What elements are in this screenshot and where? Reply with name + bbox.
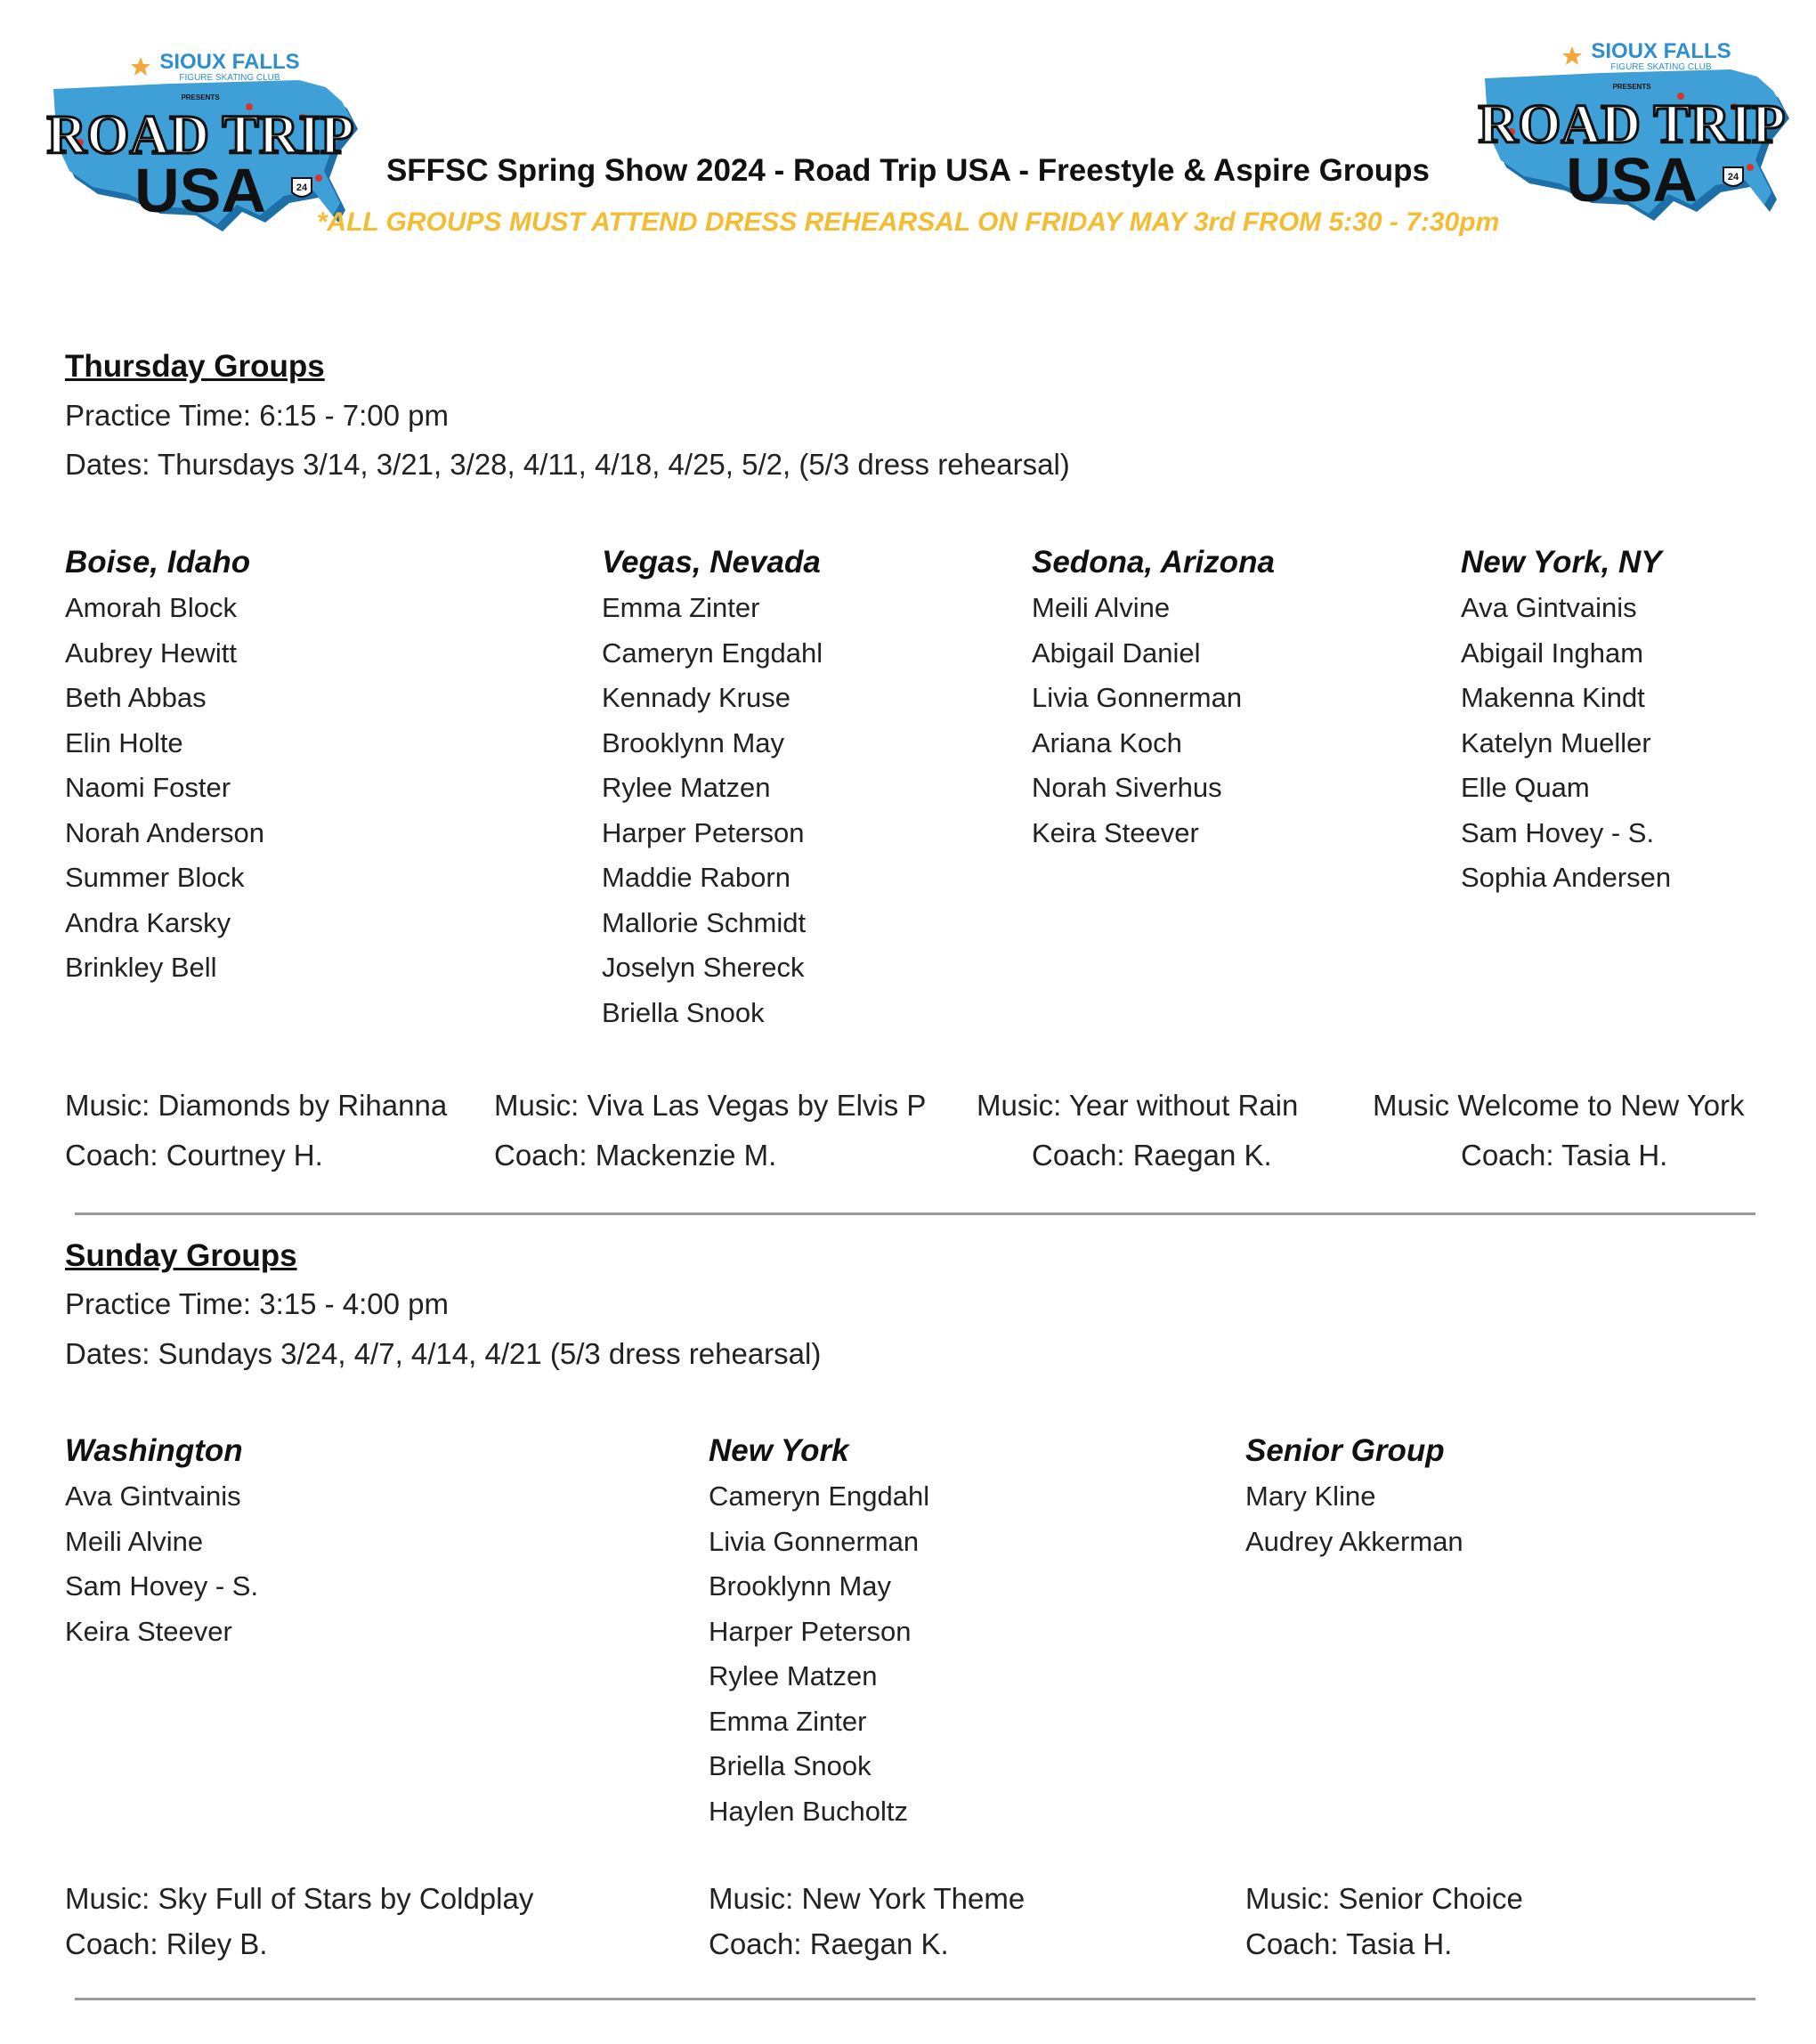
sunday-practice-time: Practice Time: 3:15 - 4:00 pm [65,1287,450,1320]
member-list-new-york-ny [1461,586,1671,901]
group-heading-sedona: Sedona, Arizona [1032,545,1275,580]
list-item: Amorah Block [65,592,237,623]
list-item: Haylen Bucholtz [709,1795,909,1827]
list-item: Ava Gintvainis [1461,592,1637,623]
list-item: Audrey Akkerman [1245,1525,1463,1557]
list-item: Briella Snook [602,996,765,1028]
list-item: Mary Kline [1245,1480,1376,1512]
list-item: Harper Peterson [709,1615,912,1647]
list-item: Meili Alvine [1032,592,1171,623]
list-item: Abigail Daniel [1032,637,1201,669]
document-title: SFFSC Spring Show 2024 - Road Trip USA - Freestyle & Aspire Groups [385,153,1431,188]
music-boise: Music: Diamonds by Rihanna [65,1089,448,1122]
member-list-senior-group [1245,1474,1463,1564]
group-heading-new-york: New York [709,1433,849,1468]
section-divider [75,1998,1755,2000]
svg-text:USA: USA [1566,145,1698,215]
list-item: Harper Peterson [602,816,805,848]
music-senior-group: Music: Senior Choice [1245,1882,1523,1915]
music-vegas: Music: Viva Las Vegas by Elvis P [494,1089,927,1122]
member-list-vegas [602,586,823,1035]
thursday-dates: Dates: Thursdays 3/14, 3/21, 3/28, 4/11, 4/18, 4/25, 5/2, (5/3 dress rehearsal) [65,448,1070,481]
list-item: Mallorie Schmidt [602,906,807,938]
thursday-practice-time: Practice Time: 6:15 - 7:00 pm [65,399,450,432]
svg-text:FIGURE SKATING CLUB: FIGURE SKATING CLUB [179,73,280,83]
music-new-york: Music: New York Theme [709,1882,1026,1915]
thursday-groups-heading: Thursday Groups [65,349,325,384]
star-icon [1562,46,1582,65]
coach-washington: Coach: Riley B. [65,1927,268,1960]
svg-text:PRESENTS: PRESENTS [1612,83,1651,91]
star-icon [131,57,150,76]
list-item: Maddie Raborn [602,862,790,893]
list-item: Katelyn Mueller [1461,726,1651,758]
svg-text:FIGURE SKATING CLUB: FIGURE SKATING CLUB [1610,62,1712,72]
list-item: Emma Zinter [709,1705,867,1737]
list-item: Joselyn Shereck [602,952,805,983]
group-heading-washington: Washington [65,1433,243,1468]
list-item: Ava Gintvainis [65,1480,241,1512]
list-item: Livia Gonnerman [709,1525,920,1557]
list-item: Norah Anderson [65,816,265,848]
svg-text:24: 24 [1727,172,1739,182]
music-new-york-ny: Music Welcome to New York [1373,1089,1745,1122]
list-item: Rylee Matzen [709,1660,878,1691]
list-item: Cameryn Engdahl [602,637,823,669]
list-item: Makenna Kindt [1461,682,1645,713]
list-item: Keira Steever [1032,816,1199,848]
list-item: Abigail Ingham [1461,637,1644,669]
svg-text:24: 24 [296,182,308,193]
list-item: Rylee Matzen [602,772,771,803]
list-item: Kennady Kruse [602,682,790,713]
list-item: Beth Abbas [65,682,207,713]
svg-text:SIOUX FALLS: SIOUX FALLS [159,50,300,74]
list-item: Aubrey Hewitt [65,637,237,669]
list-item: Elle Quam [1461,772,1590,803]
member-list-washington [65,1474,258,1654]
group-heading-senior-group: Senior Group [1245,1433,1445,1468]
list-item: Sophia Andersen [1461,862,1672,893]
list-item: Sam Hovey - S. [65,1570,259,1602]
list-item: Brooklynn May [602,726,785,758]
music-sedona: Music: Year without Rain [977,1089,1299,1122]
list-item: Naomi Foster [65,772,231,803]
music-washington: Music: Sky Full of Stars by Coldplay [65,1882,534,1915]
sunday-dates: Dates: Sundays 3/24, 4/7, 4/14, 4/21 (5/3 dress rehearsal) [65,1337,822,1370]
svg-text:SIOUX FALLS: SIOUX FALLS [1591,39,1731,63]
list-item: Keira Steever [65,1615,232,1647]
list-item: Ariana Koch [1032,726,1182,758]
group-heading-vegas: Vegas, Nevada [602,545,821,580]
list-item: Brinkley Bell [65,952,217,983]
list-item: Elin Holte [65,726,183,758]
group-heading-new-york-ny: New York, NY [1461,545,1662,580]
list-item: Brooklynn May [709,1570,892,1602]
list-item: Livia Gonnerman [1032,682,1243,713]
svg-text:USA: USA [134,156,266,225]
section-divider [75,1213,1755,1215]
list-item: Cameryn Engdahl [709,1480,930,1512]
coach-senior-group: Coach: Tasia H. [1245,1927,1453,1960]
member-list-new-york [709,1474,929,1834]
list-item: Sam Hovey - S. [1461,816,1655,848]
coach-new-york-ny: Coach: Tasia H. [1461,1139,1668,1172]
list-item: Emma Zinter [602,592,760,623]
list-item: Briella Snook [709,1750,872,1781]
list-item: Meili Alvine [65,1525,204,1557]
svg-text:ROAD TRIP: ROAD TRIP [46,105,354,166]
member-list-sedona [1032,586,1242,856]
coach-boise: Coach: Courtney H. [65,1139,323,1172]
list-item: Andra Karsky [65,906,231,938]
sunday-groups-heading: Sunday Groups [65,1238,297,1273]
list-item: Summer Block [65,862,245,893]
coach-sedona: Coach: Raegan K. [1032,1139,1272,1172]
group-heading-boise: Boise, Idaho [65,545,251,580]
svg-text:PRESENTS: PRESENTS [181,93,220,101]
list-item: Norah Siverhus [1032,772,1222,803]
coach-new-york: Coach: Raegan K. [709,1927,949,1960]
member-list-boise [65,586,264,991]
svg-text:ROAD TRIP: ROAD TRIP [1478,94,1786,155]
dress-rehearsal-notice: *ALL GROUPS MUST ATTEND DRESS REHEARSAL ON FRIDAY MAY 3rd FROM 5:30 - 7:30pm [316,207,1500,237]
coach-vegas: Coach: Mackenzie M. [494,1139,777,1172]
